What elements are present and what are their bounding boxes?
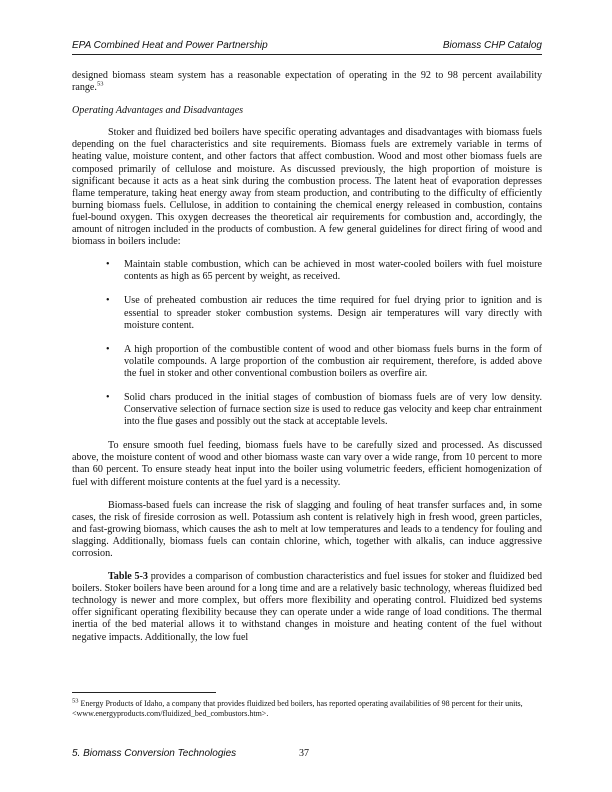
footnote-reference[interactable]: 53 — [96, 80, 104, 88]
table-reference[interactable]: Table 5-3 — [108, 571, 148, 583]
footnote-text: Energy Products of Idaho, a company that provides fluidized bed boilers, has reported operating availabilities of 98 percent for their units, <www.energyproducts.com/fluidized_bed_combustors.htm>. — [72, 699, 523, 718]
section-heading: Operating Advantages and Disadvantages — [72, 105, 244, 117]
page-header — [72, 40, 542, 55]
body-text — [72, 70, 542, 655]
page-footer — [72, 748, 542, 760]
footnote-divider — [72, 692, 216, 693]
bullet-icon: • — [106, 391, 110, 403]
header-right-title: Biomass CHP Catalog — [442, 40, 542, 51]
paragraph-2: To ensure smooth fuel feeding, biomass fuels have to be carefully sized and processed. As discussed above, the moisture content of wood and other biomass waste can vary over a wide range, from 10 percent to more than 60 percent. To ensure steady heat input into the boiler using volumetric feeders, efficient homogenization of fuel with different moisture contents at the fuel yard is a necessity. — [72, 440, 542, 488]
paragraph-4-text: provides a comparison of combustion characteristics and fuel issues for stoker and fluidized bed boilers. Stoker boilers have been around for a long time and are a relatively basic technology, whereas fluidized bed technology is newer and more complex, but offers more flexibility and operating control. Fluidized bed systems offer significant operating flexibility because they can operate under a wide range of load conditions. The thermal inertia of the bed material allows it to withstand changes in moisture and heating content of the fuel without negative impacts. Additionally, the low fuel — [72, 571, 542, 643]
list-item — [72, 259, 542, 283]
header-left-title: EPA Combined Heat and Power Partnership — [72, 40, 268, 51]
list-item — [72, 344, 542, 380]
intro-paragraph — [72, 70, 542, 94]
list-item-text: Use of preheated combustion air reduces the time required for fuel drying prior to ignition and is essential to spreader stoker combustion systems. Design air temperatures will vary directly with moisture content. — [124, 295, 542, 331]
list-item-text: Solid chars produced in the initial stages of combustion of biomass fuels are of very low density. Conservative selection of furnace section size is used to reduce gas velocity and keep char entrainment into the flue gases and possibly out the stack at acceptable levels. — [124, 391, 542, 428]
footnote — [72, 699, 542, 719]
list-item-text: A high proportion of the combustible content of wood and other biomass fuels burns in the form of volatile compounds. A large proportion of the combustion air requirement, therefore, is added above the fuel in stoker and other conventional combustion boilers as overfire air. — [124, 343, 542, 379]
bullet-icon: • — [106, 259, 110, 271]
footnote-number: 53 — [72, 697, 79, 705]
bullet-icon: • — [106, 295, 110, 307]
guidelines-list — [72, 259, 542, 428]
bullet-icon: • — [106, 343, 110, 355]
page-number: 37 — [299, 748, 309, 759]
intro-text: designed biomass steam system has a reasonable expectation of operating in the 92 to 98 percent availability range. — [72, 70, 542, 94]
footer-chapter-title: 5. Biomass Conversion Technologies — [72, 748, 237, 759]
paragraph-4 — [72, 571, 542, 644]
list-item — [72, 295, 542, 331]
paragraph-1: Stoker and fluidized bed boilers have specific operating advantages and disadvantages with biomass fuels depending on the fuel characteristics and site requirements. Biomass fuels are extremely variable in terms of heating value, moisture content, and other factors that affect combustion. Wood and most other biomass fuels are composed primarily of cellulose and moisture. As discussed previously, the high proportion of moisture is significant because it acts as a heat sink during the combustion process. The latent heat of evaporation depresses flame temperature, taking heat energy away from steam production, and contributing to the difficulty of efficiently burning biomass fuels. Cellulose, in addition to containing the chemical energy released in combustion, contains fuel-bound oxygen. This oxygen decreases the theoretical air requirements for combustion and, accordingly, the amount of nitrogen included in the products of combustion. A few general guidelines for direct firing of wood and biomass in boilers include: — [72, 127, 542, 248]
list-item — [72, 392, 542, 428]
paragraph-3: Biomass-based fuels can increase the risk of slagging and fouling of heat transfer surfaces and, in some cases, the risk of fireside corrosion as well. Potassium ash content is relatively high in fresh wood, green particles, and fast-growing biomass, which causes the ash to melt at low temperatures and leads to a tendency for fouling and slagging. Additionally, biomass fuels can contain chlorine, which, together with alkalis, can induce aggressive corrosion. — [72, 499, 542, 559]
list-item-text: Maintain stable combustion, which can be achieved in most water-cooled boilers with fuel moisture contents as high as 65 percent by weight, as received. — [124, 259, 542, 283]
